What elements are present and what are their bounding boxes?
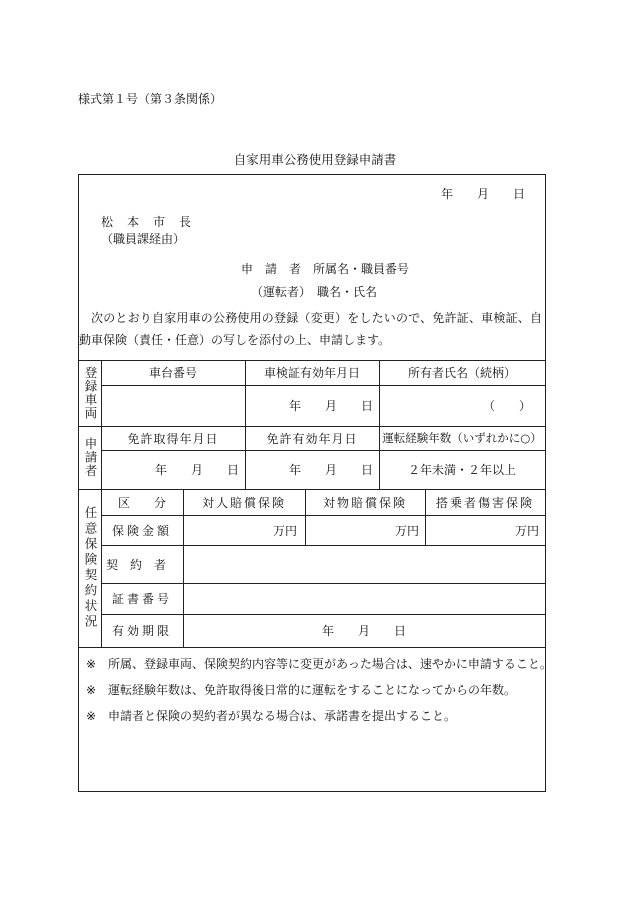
- header-license-date: 免許取得年月日: [127, 431, 219, 446]
- note-1-text: 所属、登録車両、保険契約内容等に変更があった場合は、速やかに申請すること。: [108, 657, 552, 671]
- license-valid-field[interactable]: 年 月 日: [288, 463, 373, 477]
- form-number: 様式第１号（第３条関係）: [78, 92, 223, 106]
- row-label-period: 有効期限: [111, 624, 172, 638]
- driver-label: （運転者） 職名・氏名: [251, 285, 378, 299]
- header-vehicle-number: 車台番号: [148, 366, 197, 380]
- application-date[interactable]: 年 月 日: [441, 187, 526, 201]
- note-3: [86, 707, 456, 724]
- validity-period-field[interactable]: 年 月 日: [321, 624, 406, 638]
- body-text-line1: 次のとおり自家用車の公務使用の登録（変更）をしたいので、免許証、車検証、自: [91, 311, 543, 325]
- rule-insurance-end: [79, 647, 545, 648]
- contractor-field[interactable]: [183, 545, 545, 583]
- amount-property-field[interactable]: 万円: [394, 523, 419, 538]
- header-license-valid: 免許有効年月日: [266, 431, 358, 446]
- note-mark: ※: [86, 683, 97, 697]
- inspection-date-field[interactable]: 年 月 日: [288, 399, 373, 413]
- header-inspection-date: 車検証有効年月日: [263, 366, 360, 380]
- addressee: 松 本 市 長: [101, 215, 193, 229]
- license-date-field[interactable]: 年 月 日: [154, 463, 239, 477]
- certificate-number-field[interactable]: [183, 583, 545, 614]
- row-label-amount: 保険金額: [111, 523, 172, 538]
- header-owner-name: 所有者氏名（続柄）: [407, 366, 516, 380]
- amount-bodily-field[interactable]: 万円: [272, 523, 297, 538]
- row-label-certificate: 証書番号: [111, 592, 172, 606]
- via-department: （職員課経由）: [101, 232, 186, 246]
- section-label-applicant: 申請者: [83, 437, 98, 478]
- owner-name-field[interactable]: （ ）: [482, 399, 531, 413]
- note-2-text: 運転経験年数は、免許取得後日常的に運転をすることになってからの年数。: [108, 683, 517, 697]
- header-passenger-injury: 搭乗者傷害保険: [435, 495, 534, 510]
- form-title: 自家用車公務使用登録申請書: [233, 152, 397, 167]
- body-text-line2: 動車保険（責任・任意）の写しを添付の上、申請します。: [79, 333, 391, 347]
- section-label-insurance: 任意保険契約状況: [83, 506, 98, 630]
- header-category: 区 分: [117, 495, 166, 510]
- note-3-text: 申請者と保険の契約者が異なる場合は、承諾書を提出すること。: [108, 709, 457, 723]
- experience-options[interactable]: ２年未満・２年以上: [407, 463, 516, 477]
- row-label-contractor: 契約者: [105, 557, 178, 572]
- note-mark: ※: [86, 709, 97, 723]
- note-mark: ※: [86, 657, 97, 671]
- note-1: [86, 655, 552, 672]
- vehicle-number-field[interactable]: [101, 385, 245, 426]
- form-frame: [78, 174, 546, 792]
- note-2: [86, 681, 516, 698]
- amount-passenger-field[interactable]: 万円: [514, 523, 539, 538]
- applicant-label: 申 請 者 所属名・職員番号: [241, 262, 410, 276]
- header-property-damage: 対物賠償保険: [322, 495, 407, 510]
- section-label-vehicle: 登録車両: [83, 366, 98, 420]
- header-driving-experience: 運転経験年数（いずれかに○）: [382, 431, 542, 445]
- header-bodily-injury: 対人賠償保険: [201, 495, 286, 510]
